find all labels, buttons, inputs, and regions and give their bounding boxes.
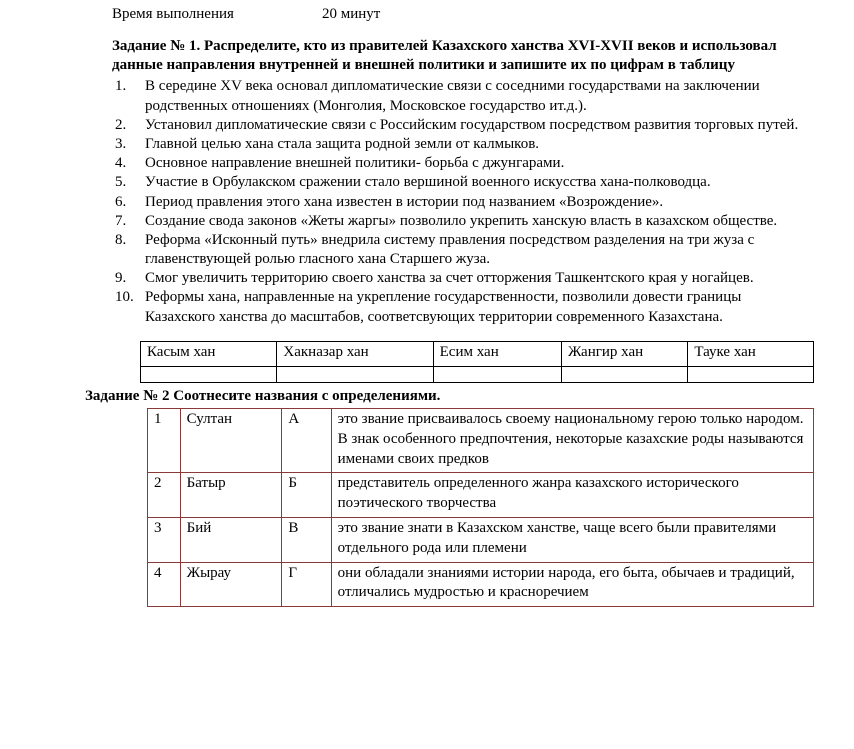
list-item	[112, 173, 814, 192]
list-item	[112, 269, 814, 288]
list-item-text: Реформа «Исконный путь» внедрила систему правления посредством разделения на три жуза с главенствующей ролью гласного хана Старшего жуза.	[145, 231, 755, 268]
task1-answer-row	[141, 366, 814, 382]
table-row	[148, 409, 814, 473]
letter-v: В	[282, 517, 331, 562]
list-item-number: 10.	[115, 289, 134, 306]
list-item-number: 1.	[115, 78, 127, 95]
time-label: Время выполнения	[112, 6, 234, 22]
row-number: 4	[148, 562, 181, 607]
task1-list	[112, 77, 814, 326]
answer-cell-zhangir[interactable]	[561, 366, 687, 382]
definition-g: они обладали знаниями истории народа, его быта, обычаев и традиций, отличались мудростью и красноречием	[331, 562, 813, 607]
task2-title: Задание № 2 Соотнесите названия с определениями.	[85, 387, 441, 404]
task2-matching-table	[147, 408, 814, 607]
answer-cell-kasym[interactable]	[141, 366, 277, 382]
letter-a: А	[282, 409, 331, 473]
table-header-tauke-khan: Тауке хан	[688, 341, 814, 366]
list-item-number: 2.	[115, 116, 127, 133]
row-number: 3	[148, 517, 181, 562]
letter-g: Г	[282, 562, 331, 607]
list-item	[112, 77, 814, 115]
task1-title: Задание № 1. Распределите, кто из правителей Казахского ханства XVI-XVII веков и использовал данные направления внутренней и внешней политики и запишите их по цифрам в таблицу	[112, 38, 777, 74]
letter-b: Б	[282, 473, 331, 518]
list-item-text: Главной целью хана стала защита родной земли от калмыков.	[145, 135, 540, 152]
list-item	[112, 288, 814, 326]
list-item	[112, 231, 814, 269]
task1-answer-table	[140, 341, 814, 383]
task1-table-header-row	[141, 341, 814, 366]
list-item-number: 7.	[115, 212, 127, 229]
table-row	[148, 562, 814, 607]
list-item	[112, 116, 814, 135]
list-item-text: Реформы хана, направленные на укрепление государственности, позволили довести границы Казахского ханства до масштабов, соответсвующих территории современного Казахстана.	[145, 289, 742, 325]
definition-a: это звание присваивалось своему национальному герою только народом. В знак особенного предпочтения, некоторые казахские роды называются именами своих предков	[331, 409, 813, 473]
list-item-text: В середине XV века основал дипломатические связи с соседними государствами на заключении родственных отношениях (Монголия, Московское государство ит.д.).	[145, 78, 760, 114]
table-row	[148, 473, 814, 518]
term-zhyrau: Жырау	[180, 562, 282, 607]
answer-cell-esim[interactable]	[433, 366, 561, 382]
list-item-text: Смог увеличить территорию своего ханства за счет отторжения Ташкентского края у ногайцев.	[145, 270, 754, 287]
time-row	[112, 6, 814, 23]
list-item-number: 4.	[115, 155, 127, 172]
list-item	[112, 135, 814, 154]
table-header-zhangir-khan: Жангир хан	[561, 341, 687, 366]
list-item-number: 5.	[115, 174, 127, 191]
list-item-text: Участие в Орбулакском сражении стало вершиной военного искусства хана-полководца.	[145, 174, 711, 191]
row-number: 2	[148, 473, 181, 518]
list-item	[112, 212, 814, 231]
term-batyr: Батыр	[180, 473, 282, 518]
term-biy: Бий	[180, 517, 282, 562]
time-value: 20 минут	[322, 6, 381, 22]
list-item-text: Создание свода законов «Жеты жаргы» позволило укрепить ханскую власть в казахском обществе.	[145, 212, 778, 229]
list-item-number: 3.	[115, 135, 127, 152]
answer-cell-khaknazar[interactable]	[277, 366, 433, 382]
table-row	[148, 517, 814, 562]
list-item-number: 6.	[115, 193, 127, 210]
definition-v: это звание знати в Казахском ханстве, чаще всего были правителями отдельного рода или племени	[331, 517, 813, 562]
definition-b: представитель определенного жанра казахского исторического поэтического творчества	[331, 473, 813, 518]
list-item	[112, 154, 814, 173]
row-number: 1	[148, 409, 181, 473]
list-item-number: 9.	[115, 270, 127, 287]
list-item-text: Основное направление внешней политики- борьба с джунгарами.	[145, 155, 565, 172]
list-item	[112, 193, 814, 212]
answer-cell-tauke[interactable]	[688, 366, 814, 382]
table-header-esim-khan: Есим хан	[433, 341, 561, 366]
list-item-number: 8.	[115, 231, 127, 248]
list-item-text: Период правления этого хана известен в истории под названием «Возрождение».	[145, 193, 664, 210]
list-item-text: Установил дипломатические связи с Российским государством посредством развития торговых путей.	[145, 116, 799, 133]
table-header-kasym-khan: Касым хан	[141, 341, 277, 366]
table-header-khaknazar-khan: Хакназар хан	[277, 341, 433, 366]
term-sultan: Султан	[180, 409, 282, 473]
